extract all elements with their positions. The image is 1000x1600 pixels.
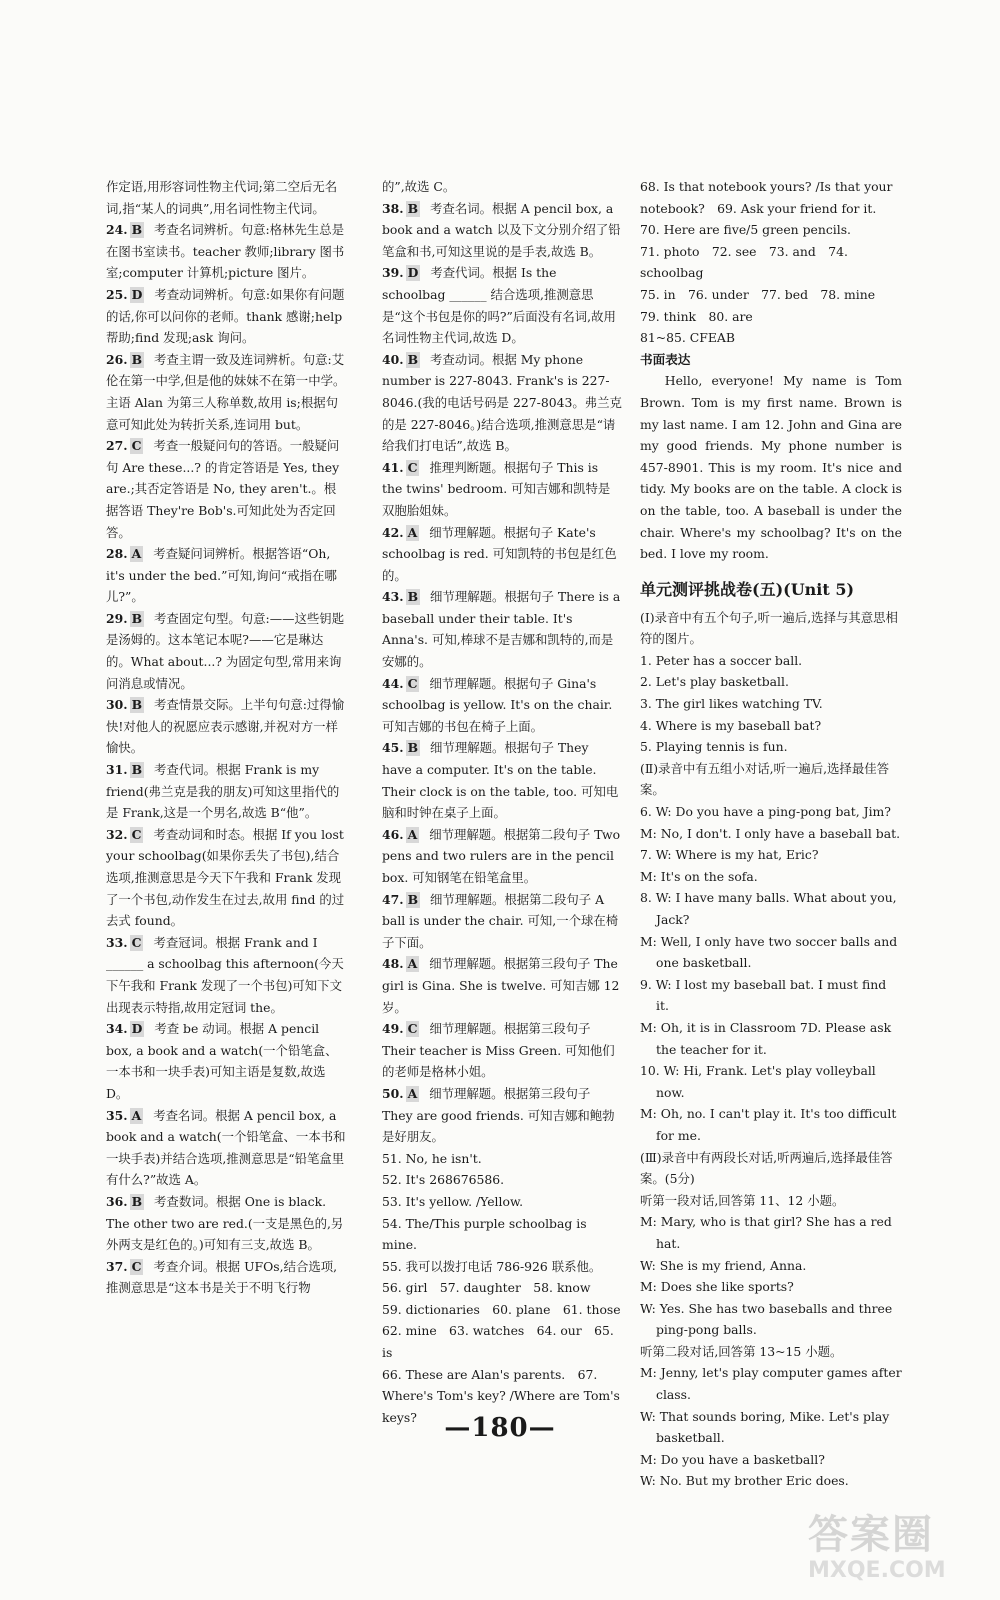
answer-letter: C bbox=[131, 826, 142, 842]
answer-line: 68. Is that notebook yours? /Is that your notebook? 69. Ask your friend for it. bbox=[640, 179, 893, 216]
answer-letter: B bbox=[131, 222, 143, 238]
dialogue-line: M: It's on the sofa. bbox=[640, 868, 758, 884]
sentence-line: 4. Where is my baseball bat? bbox=[640, 717, 822, 733]
question-number: 50. bbox=[382, 1085, 404, 1101]
answer-letter: B bbox=[131, 610, 143, 626]
part3-dialogue-2 bbox=[640, 1362, 902, 1492]
question-number: 27. bbox=[106, 438, 128, 454]
explanation-text: 细节理解题。根据第三段句子 Their teacher is Miss Green. 可知他们的老师是格林小姐。 bbox=[382, 1021, 615, 1080]
question-number: 33. bbox=[106, 934, 128, 950]
continuation-text: 的”,故选 C。 bbox=[382, 179, 456, 194]
answer-letter: D bbox=[131, 286, 143, 302]
explanation-text: 考查介词。根据 UFOs,结合选项,推测意思是“这本书是关于不明飞行物 bbox=[106, 1258, 338, 1296]
answer-letter: D bbox=[407, 265, 419, 281]
answer-item bbox=[106, 608, 346, 694]
watermark-logo bbox=[808, 1512, 988, 1592]
watermark-text: 答案圈 bbox=[808, 1511, 934, 1558]
explanation-text: 细节理解题。根据第二段句子 Two pens and two rulers are in the pencil box. 可知钢笔在铅笔盒里。 bbox=[382, 826, 621, 885]
answer-letter: C bbox=[407, 459, 418, 475]
answer-item bbox=[382, 349, 622, 457]
answer-line: 55. 我可以拨打电话 786-926 联系他。 bbox=[382, 1258, 602, 1274]
answer-item bbox=[106, 1105, 346, 1191]
answer-item bbox=[382, 824, 622, 889]
answer-letter: C bbox=[407, 675, 418, 691]
answer-explanations bbox=[106, 219, 346, 1299]
dialogue-line: M: Well, I only have two soccer balls and one basketball. bbox=[640, 933, 898, 971]
answer-item bbox=[382, 737, 622, 823]
dialogue-line: M: Jenny, let's play computer games after class. bbox=[640, 1365, 902, 1403]
answer-item bbox=[106, 1256, 346, 1299]
explanation-text: 细节理解题。根据句子 There is a baseball under their table. It's Anna's. 可知,棒球不是吉娜和凯特的,而是安娜的。 bbox=[382, 589, 621, 670]
question-number: 42. bbox=[382, 524, 404, 540]
explanation-text: 考查动词和时态。根据 If you lost your schoolbag(如果你丢失了书包),结合选项,推测意思是今天下午我和 Frank 发现了一个书包,动作发生在过去,故用 find 的过去式 found。 bbox=[106, 826, 345, 929]
answer-line: 52. It's 268676586. bbox=[382, 1172, 505, 1188]
question-number: 28. bbox=[106, 546, 128, 562]
question-number: 47. bbox=[382, 891, 404, 907]
explanation-text: 考查代词。根据 Is the schoolbag ______ 结合选项,推测意思是“这个书包是你的吗?”后面没有名词,故用名词性物主代词,故选 D。 bbox=[382, 265, 616, 346]
answer-letter: A bbox=[131, 1107, 142, 1123]
question-number: 29. bbox=[106, 610, 128, 626]
question-number: 43. bbox=[382, 589, 404, 605]
answer-letter: A bbox=[131, 546, 142, 562]
part1-heading: (Ⅰ)录音中有五个句子,听一遍后,选择与其意思相符的图片。 bbox=[640, 609, 898, 647]
answer-item bbox=[106, 349, 346, 435]
answer-item bbox=[382, 1083, 622, 1148]
question-number: 32. bbox=[106, 826, 128, 842]
answer-item bbox=[382, 673, 622, 738]
answer-item bbox=[382, 522, 622, 587]
explanation-text: 考查疑问词辨析。根据答语“Oh, it's under the bed.”可知,询问“戒指在哪儿?”。 bbox=[106, 546, 337, 605]
answer-line: 75. in 76. under 77. bed 78. mine bbox=[640, 286, 876, 302]
part3-heading: (Ⅲ)录音中有两段长对话,听两遍后,选择最佳答案。(5分) bbox=[640, 1149, 893, 1187]
answer-letter: B bbox=[407, 891, 419, 907]
answer-item bbox=[106, 1191, 346, 1256]
column-right bbox=[640, 176, 902, 1492]
dialogue-line: W: Yes. She has two baseballs and three ping-pong balls. bbox=[640, 1300, 893, 1338]
dialogue-line: M: Does she like sports? bbox=[640, 1279, 794, 1295]
writing-essay: Hello, everyone! My name is Tom Brown. Tom is my first name. Brown is my last name. I am 12. John and Gina are my good friends. My phone number is 457-8901. This is my room. It's nice and tidy. My books are on the table. A clock is on the table, too. A baseball is under the chair. Where's my schoolbag? It's on the bed. I love my room. bbox=[640, 373, 903, 562]
answer-letter: A bbox=[407, 956, 418, 972]
explanation-text: 细节理解题。根据第二段句子 A ball is under the chair. 可知,一个球在椅子下面。 bbox=[382, 891, 619, 950]
short-answers bbox=[640, 176, 902, 349]
question-number: 26. bbox=[106, 351, 128, 367]
answer-line: 70. Here are five/5 green pencils. bbox=[640, 222, 851, 238]
explanation-text: 考查 be 动词。根据 A pencil box, a book and a watch(一个铅笔盒、一本书和一块手表)可知主语是复数,故选 D。 bbox=[106, 1021, 338, 1101]
answer-item bbox=[106, 694, 346, 759]
question-number: 38. bbox=[382, 200, 404, 216]
dialogue-line: 9. W: I lost my baseball bat. I must find it. bbox=[640, 976, 887, 1014]
answer-letter: A bbox=[407, 1085, 418, 1101]
dialogue-line: M: Do you have a basketball? bbox=[640, 1451, 825, 1467]
answer-item bbox=[106, 932, 346, 1018]
dialogue-line: 7. W: Where is my hat, Eric? bbox=[640, 847, 819, 863]
watermark-url: MXQE.COM bbox=[808, 1558, 946, 1583]
answer-item bbox=[106, 824, 346, 932]
column-left bbox=[106, 176, 346, 1299]
answer-line: 66. These are Alan's parents. 67. Where's Tom's key? /Where are Tom's keys? bbox=[382, 1366, 620, 1425]
answer-item bbox=[382, 457, 622, 522]
question-number: 37. bbox=[106, 1258, 128, 1274]
explanation-text: 细节理解题。根据第三段句子 The girl is Gina. She is twelve. 可知吉娜 12 岁。 bbox=[382, 956, 620, 1015]
part2-heading: (Ⅱ)录音中有五组小对话,听一遍后,选择最佳答案。 bbox=[640, 760, 889, 798]
explanation-text: 推理判断题。根据句子 This is the twins' bedroom. 可知吉娜和凯特是双胞胎姐妹。 bbox=[382, 459, 611, 518]
answer-letter: B bbox=[131, 762, 143, 778]
answer-item bbox=[106, 759, 346, 824]
question-number: 25. bbox=[106, 286, 128, 302]
page-number: —180— bbox=[444, 1413, 556, 1443]
answer-line: 59. dictionaries 60. plane 61. those bbox=[382, 1301, 621, 1317]
explanation-text: 考查名词。根据 A pencil box, a book and a watch 以及下文分别介绍了铅笔盒和书,可知这里说的是手表,故选 B。 bbox=[382, 200, 621, 259]
question-number: 36. bbox=[106, 1193, 128, 1209]
dialogue-line: 8. W: I have many balls. What about you, Jack? bbox=[640, 890, 897, 927]
part2-dialogues bbox=[640, 801, 902, 1147]
answer-letter: B bbox=[407, 740, 419, 756]
explanation-text: 考查动词辨析。句意:如果你有问题的话,你可以问你的老师。thank 感谢;help 帮助;find 发现;ask 询问。 bbox=[106, 286, 345, 346]
answer-letter: B bbox=[407, 589, 419, 605]
part3-intro-1: 听第一段对话,回答第 11、12 小题。 bbox=[640, 1192, 845, 1208]
dialogue-line: M: Mary, who is that girl? She has a red hat. bbox=[640, 1214, 892, 1251]
explanation-text: 考查名词。根据 A pencil box, a book and a watch(一个铅笔盒、一本书和一块手表)并结合选项,推测意思是“铅笔盒里有什么?”故选 A。 bbox=[106, 1107, 346, 1188]
explanation-text: 细节理解题。根据句子 They have a computer. It's on the table. Their clock is on the table, too. 可知电脑和时钟在桌子上面。 bbox=[382, 740, 619, 821]
question-number: 24. bbox=[106, 222, 128, 238]
answer-item bbox=[106, 543, 346, 608]
explanation-text: 细节理解题。根据句子 Kate's schoolbag is red. 可知凯特的书包是红色的。 bbox=[382, 524, 617, 583]
answer-line: 56. girl 57. daughter 58. know bbox=[382, 1280, 591, 1296]
answer-item bbox=[382, 262, 622, 348]
question-number: 31. bbox=[106, 762, 128, 778]
answer-letter: B bbox=[407, 200, 419, 216]
explanation-text: 考查固定句型。句意:——这些钥匙是汤姆的。这本笔记本呢?——它是琳达的。What about...? 为固定句型,常用来询问消息或情况。 bbox=[106, 610, 345, 691]
explanation-text: 考查代词。根据 Frank is my friend(弗兰克是我的朋友)可知这里指代的是 Frank,这是一个男名,故选 B“他”。 bbox=[106, 762, 340, 821]
question-number: 44. bbox=[382, 675, 404, 691]
continuation-text: 作定语,用形容词性物主代词;第二空后无名词,指“某人的词典”,用名词性物主代词。 bbox=[106, 179, 338, 216]
question-number: 30. bbox=[106, 697, 128, 713]
answer-item bbox=[382, 1018, 622, 1083]
answer-line: 71. photo 72. see 73. and 74. schoolbag bbox=[640, 243, 848, 281]
answer-item bbox=[106, 284, 346, 349]
answer-item bbox=[106, 219, 346, 284]
explanation-text: 考查数词。根据 One is black. The other two are red.(一支是黑色的,另外两支是红色的。)可知有三支,故选 B。 bbox=[106, 1193, 344, 1253]
answer-line: 53. It's yellow. /Yellow. bbox=[382, 1193, 524, 1209]
dialogue-line: 6. W: Do you have a ping-pong bat, Jim? bbox=[640, 804, 891, 820]
dialogue-line: W: She is my friend, Anna. bbox=[640, 1257, 807, 1273]
answer-letter: C bbox=[131, 438, 142, 454]
explanation-text: 考查主谓一致及连词辨析。句意:艾伦在第一中学,但是他的妹妹不在第一中学。主语 Alan 为第三人称单数,故用 is;根据句意可知此处为转折关系,连词用 but。 bbox=[106, 351, 346, 432]
answer-letter: D bbox=[131, 1021, 143, 1037]
answer-line: 79. think 80. are bbox=[640, 308, 753, 324]
dialogue-line: M: No, I don't. I only have a baseball bat. bbox=[640, 825, 901, 841]
answer-line: 54. The/This purple schoolbag is mine. bbox=[382, 1215, 587, 1253]
answer-letter: C bbox=[131, 1258, 142, 1274]
part1-sentences bbox=[640, 650, 902, 758]
question-number: 39. bbox=[382, 265, 404, 281]
part3-intro-2: 听第二段对话,回答第 13~15 小题。 bbox=[640, 1343, 843, 1359]
explanation-text: 细节理解题。根据句子 Gina's schoolbag is yellow. It's on the chair. 可知吉娜的书包在椅子上面。 bbox=[382, 675, 613, 734]
question-number: 48. bbox=[382, 956, 404, 972]
question-number: 40. bbox=[382, 351, 404, 367]
answer-letter: C bbox=[131, 934, 142, 950]
section-title: 单元测评挑战卷(五)(Unit 5) bbox=[640, 579, 855, 599]
writing-heading: 书面表达 bbox=[640, 351, 691, 367]
answer-letter: B bbox=[131, 1193, 143, 1209]
sentence-line: 1. Peter has a soccer ball. bbox=[640, 652, 803, 668]
sentence-line: 2. Let's play basketball. bbox=[640, 674, 789, 690]
explanation-text: 考查一般疑问句的答语。一般疑问句 Are these...? 的肯定答语是 Yes, they are.;其否定答语是 No, they aren't.。根据答语 They're Bob's.可知此处为否定回答。 bbox=[106, 438, 340, 540]
answer-item bbox=[106, 435, 346, 543]
explanation-text: 考查名词辨析。句意:格林先生总是在图书室读书。teacher 教师;library 图书室;computer 计算机;picture 图片。 bbox=[106, 222, 345, 281]
sentence-line: 3. The girl likes watching TV. bbox=[640, 696, 823, 712]
dialogue-line: 10. W: Hi, Frank. Let's play volleyball now. bbox=[640, 1063, 876, 1100]
explanation-text: 考查动词。根据 My phone number is 227-8043. Frank's is 227-8046.(我的电话号码是 227-8043。弗兰克的是 227-8046。)结合选项,推测意思是“请给我们打电话”,故选 B。 bbox=[382, 351, 622, 454]
column-middle bbox=[382, 176, 622, 1428]
dialogue-line: W: That sounds boring, Mike. Let's play basketball. bbox=[640, 1408, 890, 1446]
answer-item bbox=[106, 1018, 346, 1104]
dialogue-line: M: Oh, it is in Classroom 7D. Please ask the teacher for it. bbox=[640, 1019, 892, 1057]
answer-letter: B bbox=[131, 697, 143, 713]
question-number: 49. bbox=[382, 1021, 404, 1037]
explanation-text: 考查冠词。根据 Frank and I ______ a schoolbag this afternoon(今天下午我和 Frank 发现了一个书包)可知下文出现表示特指,故用定冠词 the。 bbox=[106, 934, 344, 1015]
question-number: 35. bbox=[106, 1107, 128, 1123]
answer-letter: A bbox=[407, 524, 418, 540]
answer-line: 51. No, he isn't. bbox=[382, 1150, 482, 1166]
answer-item bbox=[382, 586, 622, 672]
answer-item bbox=[382, 953, 622, 1018]
answer-line: 81~85. CFEAB bbox=[640, 330, 735, 346]
answer-item bbox=[382, 889, 622, 954]
answer-explanations bbox=[382, 198, 622, 1148]
short-answers bbox=[382, 1148, 622, 1429]
dialogue-line: W: No. But my brother Eric does. bbox=[640, 1473, 849, 1489]
explanation-text: 细节理解题。根据第三段句子 They are good friends. 可知吉娜和鲍勃是好朋友。 bbox=[382, 1085, 615, 1145]
question-number: 45. bbox=[382, 740, 404, 756]
answer-line: 62. mine 63. watches 64. our 65. is bbox=[382, 1323, 614, 1361]
answer-letter: B bbox=[131, 351, 143, 367]
sentence-line: 5. Playing tennis is fun. bbox=[640, 739, 788, 755]
answer-letter: B bbox=[407, 351, 419, 367]
answer-letter: C bbox=[407, 1021, 418, 1037]
explanation-text: 考查情景交际。上半句句意:过得愉快!对他人的祝愿应表示感谢,并祝对方一样愉快。 bbox=[106, 697, 345, 756]
answer-letter: A bbox=[407, 826, 418, 842]
question-number: 46. bbox=[382, 826, 404, 842]
answer-item bbox=[382, 198, 622, 263]
part3-dialogue-1 bbox=[640, 1211, 902, 1341]
question-number: 34. bbox=[106, 1021, 128, 1037]
dialogue-line: M: Oh, no. I can't play it. It's too difficult for me. bbox=[640, 1106, 897, 1143]
question-number: 41. bbox=[382, 459, 404, 475]
